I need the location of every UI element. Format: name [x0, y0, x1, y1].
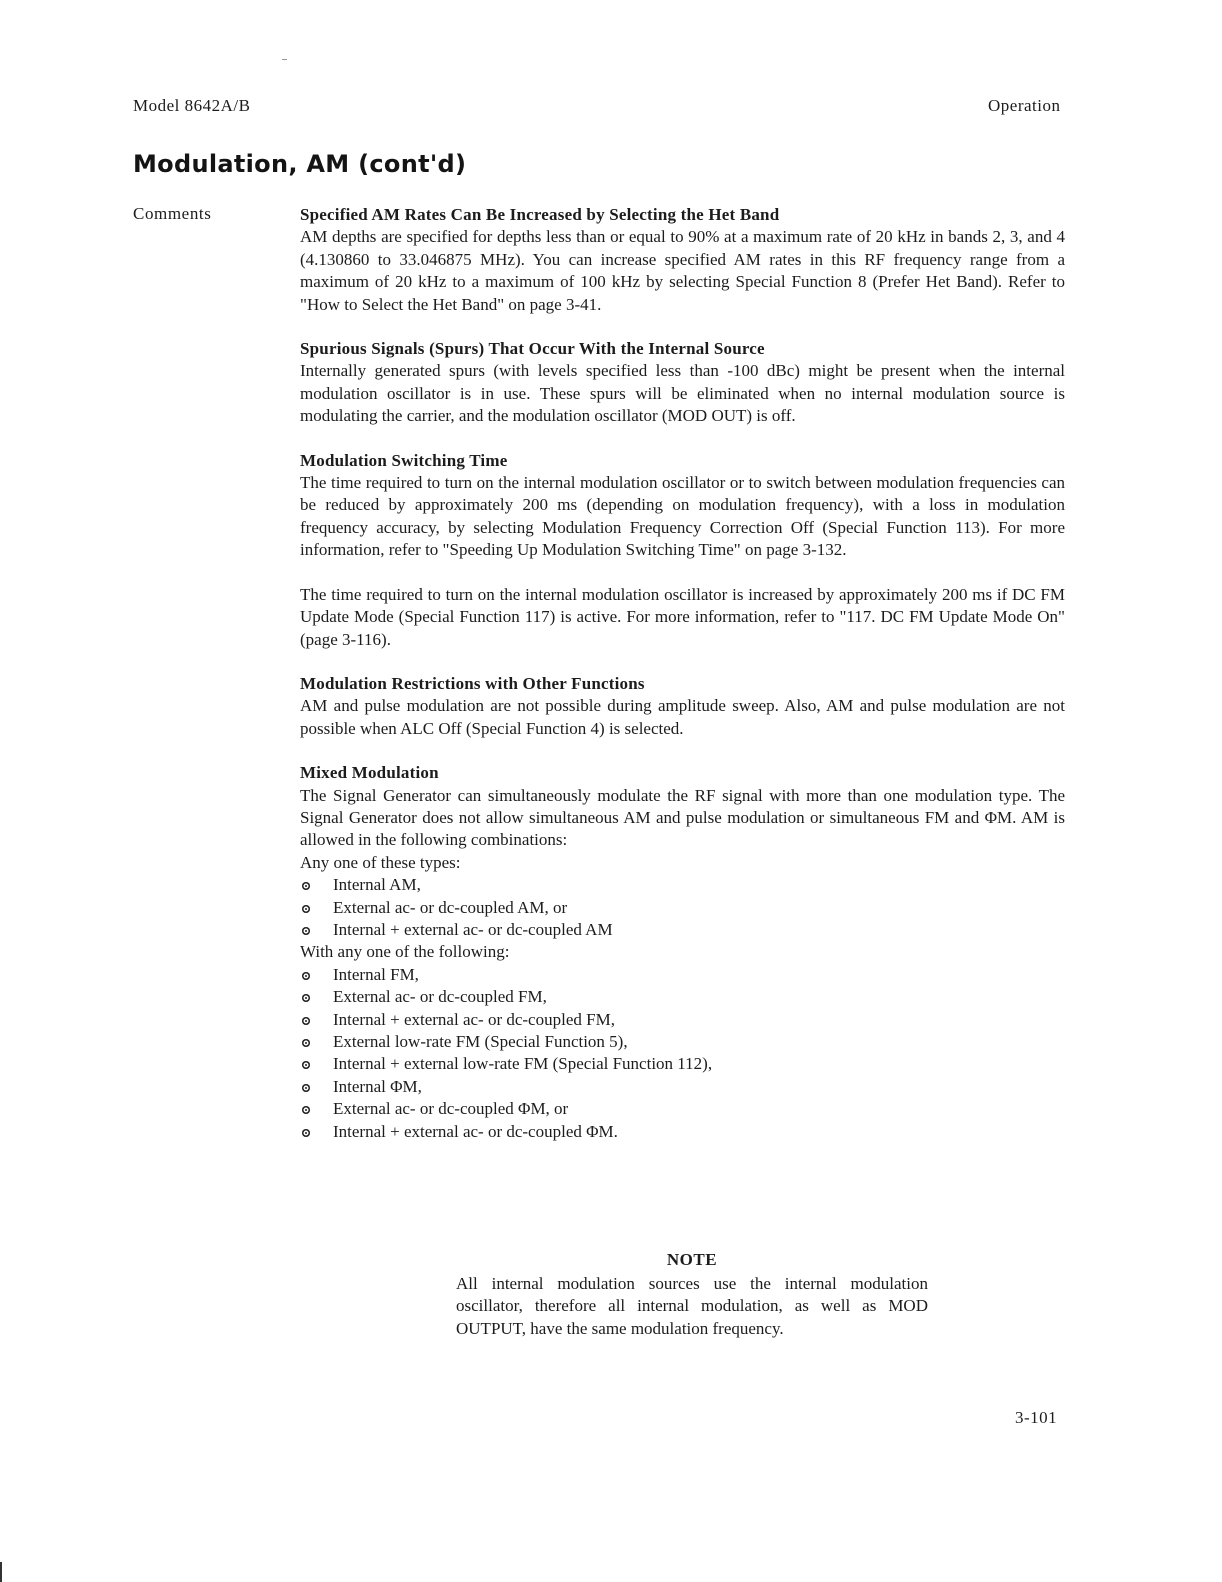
- section-paragraph: The time required to turn on the internal modulation oscillator or to switch between modulation frequencies can be reduced by approximately 200 ms (depending on modulation frequency), with a loss in modulation frequency accuracy, by selecting Modulation Frequency Correction Off (Special Function 113). For more information, refer to "Speeding Up Modulation Switching Time" on page 3-132.: [300, 473, 1065, 560]
- list-item: [300, 1121, 1065, 1143]
- bullet-icon: [302, 1129, 310, 1137]
- bullet-icon: [302, 1017, 310, 1025]
- section-heading: Specified AM Rates Can Be Increased by Selecting the Het Band: [300, 205, 780, 224]
- bullet-icon: [302, 1084, 310, 1092]
- bullet-icon: [302, 1039, 310, 1047]
- scan-artifact-dash: [282, 59, 287, 60]
- list-item: [300, 1076, 1065, 1098]
- list-item-text: Internal + external ac- or dc-coupled AM: [333, 919, 613, 939]
- section-heading: Mixed Modulation: [300, 763, 439, 783]
- section-paragraph: Internally generated spurs (with levels specified less than -100 dBc) might be present when the internal modulation oscillator is in use. These spurs will be eliminated when no internal modulation source is modulating the carrier, and the modulation oscillator (MOD OUT) is off.: [300, 361, 1065, 426]
- list-item-text: Internal AM,: [333, 875, 421, 895]
- section-paragraph: AM and pulse modulation are not possible during amplitude sweep. Also, AM and pulse modulation are not possible when ALC Off (Special Function 4) is selected.: [300, 696, 1065, 738]
- section-het-band: [300, 204, 1065, 316]
- side-label-comments: Comments: [133, 204, 212, 223]
- bullet-icon: [302, 994, 310, 1002]
- list-item-text: Internal + external ac- or dc-coupled FM,: [333, 1009, 615, 1029]
- list-label-am-types: Any one of these types:: [300, 852, 461, 872]
- header-model: Model 8642A/B: [133, 96, 251, 115]
- list-item: [300, 986, 1065, 1008]
- am-types-list: [300, 874, 1065, 941]
- list-item-text: Internal ΦM,: [333, 1076, 422, 1096]
- list-item: [300, 1031, 1065, 1053]
- section-paragraph: The time required to turn on the internal modulation oscillator is increased by approximately 200 ms if DC FM Update Mode (Special Function 117) is active. For more information, refer to "117. DC FM Update Mode On" (page 3-116).: [300, 584, 1065, 649]
- bullet-icon: [302, 927, 310, 935]
- section-heading: Modulation Restrictions with Other Functions: [300, 673, 645, 693]
- section-restrictions: [300, 673, 1065, 740]
- list-item: [300, 964, 1065, 986]
- list-item-text: External ac- or dc-coupled FM,: [333, 987, 547, 1007]
- list-item-text: External ac- or dc-coupled AM, or: [333, 897, 568, 917]
- list-item: [300, 874, 1065, 896]
- list-item: [300, 1053, 1065, 1075]
- page-number: 3-101: [1015, 1408, 1058, 1427]
- bullet-icon: [302, 905, 310, 913]
- section-paragraph: The Signal Generator can simultaneously modulate the RF signal with more than one modulation type. The Signal Generator does not allow simultaneous AM and pulse modulation or simultaneous FM and ΦM. AM is allowed in the following combinations:: [300, 785, 1065, 850]
- list-label-combinations: With any one of the following:: [300, 942, 510, 962]
- section-paragraph: AM depths are specified for depths less than or equal to 90% at a maximum rate of 20 kHz in bands 2, 3, and 4 (4.130860 to 33.046875 MHz). You can increase specified AM rates in this RF frequency range from a maximum of 20 kHz to a maximum of 100 kHz by selecting Special Function 8 (Prefer Het Band). Refer to "How to Select the Het Band" on page 3-41.: [300, 227, 1065, 314]
- scan-artifact-mark: [0, 1562, 2, 1582]
- note-title: NOTE: [666, 1250, 718, 1269]
- list-item-text: Internal + external ac- or dc-coupled ΦM.: [333, 1121, 618, 1141]
- section-mixed-modulation: [300, 762, 1065, 1143]
- section-switching-time: [300, 450, 1065, 651]
- header-section: Operation: [988, 96, 1061, 115]
- list-item-text: Internal + external low-rate FM (Special Function 112),: [333, 1054, 713, 1074]
- list-item: [300, 919, 1065, 941]
- list-item: [300, 1098, 1065, 1120]
- bullet-icon: [302, 972, 310, 980]
- bullet-icon: [302, 882, 310, 890]
- list-item-text: External ac- or dc-coupled ΦM, or: [333, 1099, 569, 1119]
- section-heading: Modulation Switching Time: [300, 450, 508, 470]
- list-item-text: External low-rate FM (Special Function 5),: [333, 1032, 628, 1051]
- comments-content: [300, 204, 1065, 1165]
- bullet-icon: [302, 1106, 310, 1114]
- list-item-text: Internal FM,: [333, 964, 419, 984]
- list-item: [300, 1009, 1065, 1031]
- bullet-icon: [302, 1061, 310, 1069]
- section-spurious-signals: [300, 338, 1065, 428]
- combination-types-list: [300, 964, 1065, 1143]
- list-item: [300, 897, 1065, 919]
- note-body: All internal modulation sources use the internal modulation oscillator, therefore all internal modulation, as well as MOD OUTPUT, have the same modulation frequency.: [456, 1274, 928, 1338]
- page-title: Modulation, AM (cont'd): [133, 150, 467, 178]
- section-heading: Spurious Signals (Spurs) That Occur With the Internal Source: [300, 339, 765, 359]
